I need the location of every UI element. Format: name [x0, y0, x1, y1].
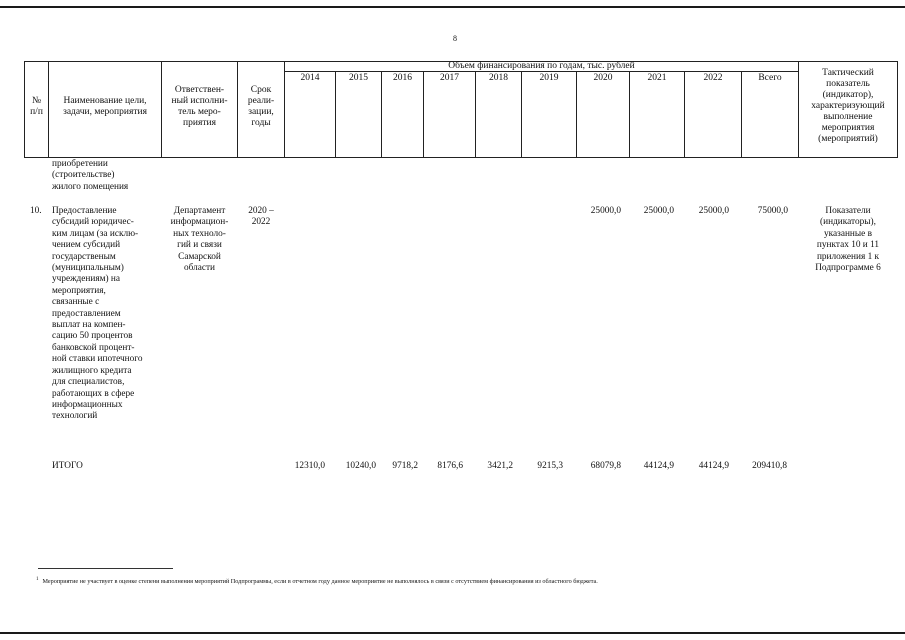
bottom-border-rule	[0, 632, 905, 634]
header-year: 2018	[489, 73, 508, 83]
header-year: 2016	[393, 73, 412, 83]
header-year: 2015	[349, 73, 368, 83]
continued-row-name: приобретении (строительстве) жилого помещения	[52, 159, 129, 192]
header-num: № п/п	[30, 96, 43, 117]
total-label: ИТОГО	[52, 461, 83, 471]
total-value: 44124,9	[643, 461, 674, 471]
header-year: 2017	[440, 73, 459, 83]
total-value-sum: 209410,8	[752, 461, 787, 471]
header-year: 2020	[593, 73, 613, 83]
col-line	[684, 71, 685, 158]
header-name: Наименование цели, задачи, мероприятия	[63, 96, 147, 117]
footnote	[36, 577, 598, 585]
col-line	[475, 71, 476, 158]
footnote-marker: 1	[36, 577, 39, 582]
col-line	[521, 71, 522, 158]
col-line	[576, 71, 577, 158]
header-indicator: Тактический показатель (индикатор), характеризующий выполнение мероприятия (мероприятий)	[811, 68, 885, 144]
header-year-total: Всего	[758, 73, 782, 83]
header-term: Срок реали- зации, годы	[247, 85, 275, 128]
row-value: 25000,0	[643, 206, 674, 216]
footnote-separator	[38, 568, 173, 569]
col-line	[381, 71, 382, 158]
col-line	[741, 71, 742, 158]
row-responsible: Департамент информацион- ных техноло- гий и связи Самарской области	[170, 206, 229, 274]
header-year: 2022	[703, 73, 723, 83]
header-responsible: Ответствен- ный исполни- тель меро- приятия	[171, 85, 228, 128]
row-name: Предоставление субсидий юридичес- ким лицам (за исклю- чением субсидий государственым (муниципальным) учреждениям) на мероприятия, связанные с предоставлением выплат на компен- сацию 50 процентов банковской процент- ной ставки ипотечного жилищного кредита для специалистов, работающих в сфере информационных технологий	[52, 206, 143, 422]
col-line	[629, 71, 630, 158]
row-term: 2020 – 2022	[248, 206, 274, 228]
row-value-total: 75000,0	[757, 206, 788, 216]
col-line	[335, 71, 336, 158]
top-border-rule	[0, 6, 905, 8]
header-year: 2014	[300, 73, 320, 83]
row-value: 25000,0	[698, 206, 729, 216]
total-value: 12310,0	[294, 461, 325, 471]
footnote-text: Мероприятие не участвует в оценке степени выполнения мероприятий Подпрограммы, если в отчетном году данное мероприятие не выполнялось в связи с отсутствием финансирования из областного бюджета.	[42, 578, 598, 586]
col-line	[423, 71, 424, 158]
header-year: 2019	[539, 73, 559, 83]
col-line	[897, 61, 898, 158]
row-number: 10.	[30, 206, 42, 216]
total-value: 3421,2	[487, 461, 513, 471]
header-funding: Объем финансирования по годам, тыс. рублей	[448, 61, 635, 71]
header-bottom-line	[24, 157, 898, 158]
page-number: 8	[453, 34, 457, 43]
total-value: 9718,2	[392, 461, 418, 471]
total-value: 10240,0	[345, 461, 376, 471]
total-value: 8176,6	[437, 461, 463, 471]
row-indicator: Показатели (индикаторы), указанные в пунктах 10 и 11 приложения 1 к Подпрограмме 6	[815, 206, 881, 274]
header-year: 2021	[647, 73, 667, 83]
total-value: 68079,8	[590, 461, 621, 471]
row-value: 25000,0	[590, 206, 621, 216]
total-value: 44124,9	[698, 461, 729, 471]
total-value: 9215,3	[537, 461, 563, 471]
